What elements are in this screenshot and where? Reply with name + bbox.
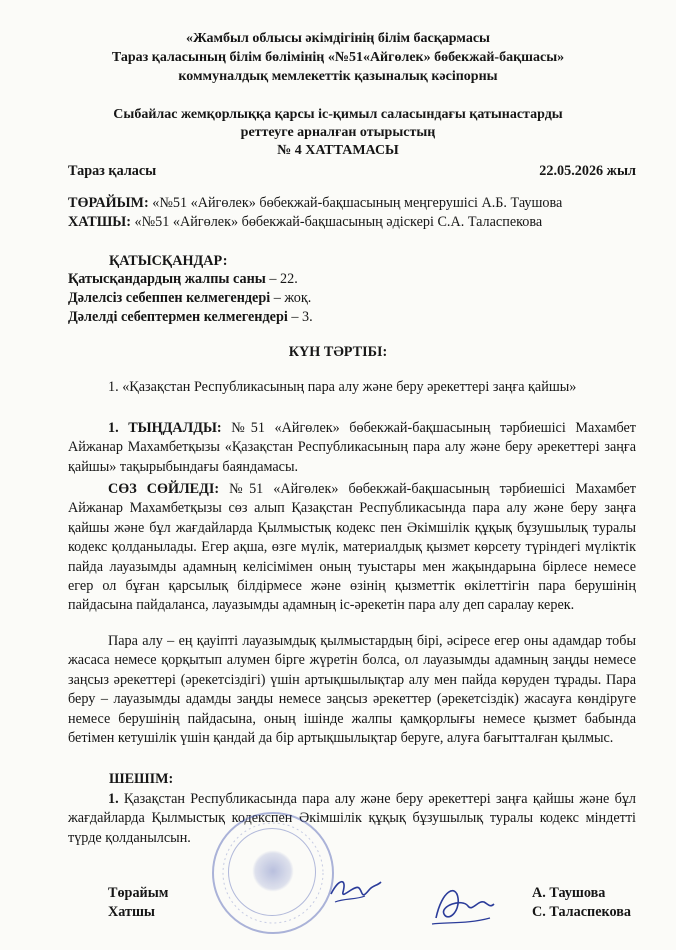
decision-paragraph	[68, 790, 636, 848]
agenda-heading: КҮН ТӘРТІБІ:	[288, 344, 388, 360]
stamp-ring-lettering	[214, 814, 332, 932]
spoke-label: СӨЗ СӨЙЛЕДІ:	[108, 481, 220, 497]
spoke-paragraph-2: Пара алу – ең қауіпті лауазымдық қылмыстардың бірі, әсіресе егер оны адамдар тобы жасаса немесе қорқытып алумен бірге жүретін болса, ол лауазымды адамның заңды немесе заңсыз әрекеттері (әрекетсіздігі) үшін артықшылықтар алу мен пайда көруден тұрады. Пара беру – лауазымды адамды заңды немесе заңсыз әрекеттер (әрекетсіздік) жасауға көндіруге немесе берушінің пайдасына, оның ішінде жалпы қамқорлығы немесе қызмет бабында бетімен кетушілік үшін қандай да бір артықшылықтар беруге, алуға бағытталған қылмыс.	[68, 633, 636, 747]
heard-text: №51 «Айгөлек» бөбекжай-бақшасының тәрбиешісі Махамбет Айжанар Махамбетқызы «Қазақстан Республикасының пара алу және беру әрекеттері заңға қайшы» тақырыбындағы баяндамасы.	[68, 420, 636, 475]
attendees-absent-value: – жоқ.	[270, 290, 312, 306]
attendees-excused	[68, 308, 313, 327]
secretary-name: С. Таласпекова	[532, 904, 631, 920]
spoke-text: №51 «Айгөлек» бөбекжай-бақшасының тәрбиешісі Махамбет Айжанар Махамбетқызы сөз алып Қазақстан Республикасында пара алу және беру заңға қайшы және бұл жағдайларда Қылмыстық кодекс пен Әкімшілік құқық бұзушылық туралы кодекс қолданылады. Егер ақша, өзге мүлік, материалдық қызмет көрсету түріндегі мүліктік пайда лауазымды адамның келісімімен оның туыстары мен жақындарына бірлесе немесе егер ол бұған қарсылық білдірмесе және өзінің қызметтік өкілеттігін пара берушінің пайдасына пайдаланса, лауазымды адамның іс-әрекетін пара алу деп саралау керек.	[68, 481, 636, 614]
chair-role: Төрайым	[108, 885, 169, 901]
org-header-line-1: «Жамбыл облысы әкімдігінің білім басқармасы	[186, 31, 490, 46]
doc-title-line-2: реттеуге арналған отырыстың	[240, 125, 436, 140]
doc-title-line-1: Сыбайлас жемқорлыққа қарсы іс-қимыл саласындағы қатынастарды	[113, 107, 563, 122]
attendees-total	[68, 270, 298, 289]
secretary-line	[68, 213, 542, 232]
attendees-absent	[68, 289, 311, 308]
secretary-signature	[428, 878, 498, 930]
secretary-text: «№51 «Айгөлек» бөбекжай-бақшасының әдіскері С.А. Таласпекова	[130, 214, 543, 230]
attendees-total-value: – 22.	[265, 271, 298, 287]
chair-label: ТӨРАЙЫМ:	[68, 195, 149, 211]
secretary-label: ХАТШЫ:	[68, 214, 131, 230]
decision-heading: ШЕШІМ:	[109, 771, 174, 787]
date: 22.05.2026 жыл	[539, 163, 636, 179]
spoke-paragraph	[68, 480, 636, 616]
chair-text: «№51 «Айгөлек» бөбекжай-бақшасының меңгерушісі А.Б. Таушова	[148, 195, 563, 211]
org-header-line-2: Тараз қаласының білім бөлімінің «№51«Айгөлек» бөбекжай-бақшасы»	[111, 50, 565, 65]
official-stamp	[212, 812, 334, 934]
chair-line	[68, 194, 562, 213]
place: Тараз қаласы	[68, 163, 157, 179]
heard-label: 1. ТЫҢДАЛДЫ:	[108, 420, 222, 436]
attendees-excused-label: Дәлелді себептермен келмегендері	[68, 309, 288, 325]
decision-number: 1.	[108, 791, 119, 807]
org-header-line-3: коммуналдық мемлекеттік қазыналық кәсіпорны	[178, 69, 498, 84]
heard-paragraph	[68, 419, 636, 477]
attendees-excused-value: – 3.	[287, 309, 313, 325]
doc-title-number: № 4 ХАТТАМАСЫ	[277, 143, 399, 158]
attendees-absent-label: Дәлелсіз себеппен келмегендері	[68, 290, 271, 306]
decision-text: Қазақстан Республикасында пара алу және беру әрекеттері заңға қайшы және бұл жағдайларда Қылмыстық кодекспен Әкімшілік құқық бұзушылық туралы кодекс міндетті түрде қолданылсын.	[68, 791, 636, 846]
agenda-item-1: 1. «Қазақстан Республикасының пара алу және беру әрекеттері заңға қайшы»	[108, 379, 577, 395]
secretary-role: Хатшы	[108, 904, 155, 920]
attendees-total-label: Қатысқандардың жалпы саны	[68, 271, 266, 287]
chair-name: А. Таушова	[532, 885, 606, 901]
attendees-heading: ҚАТЫСҚАНДАР:	[109, 253, 228, 269]
chair-signature	[325, 872, 385, 912]
